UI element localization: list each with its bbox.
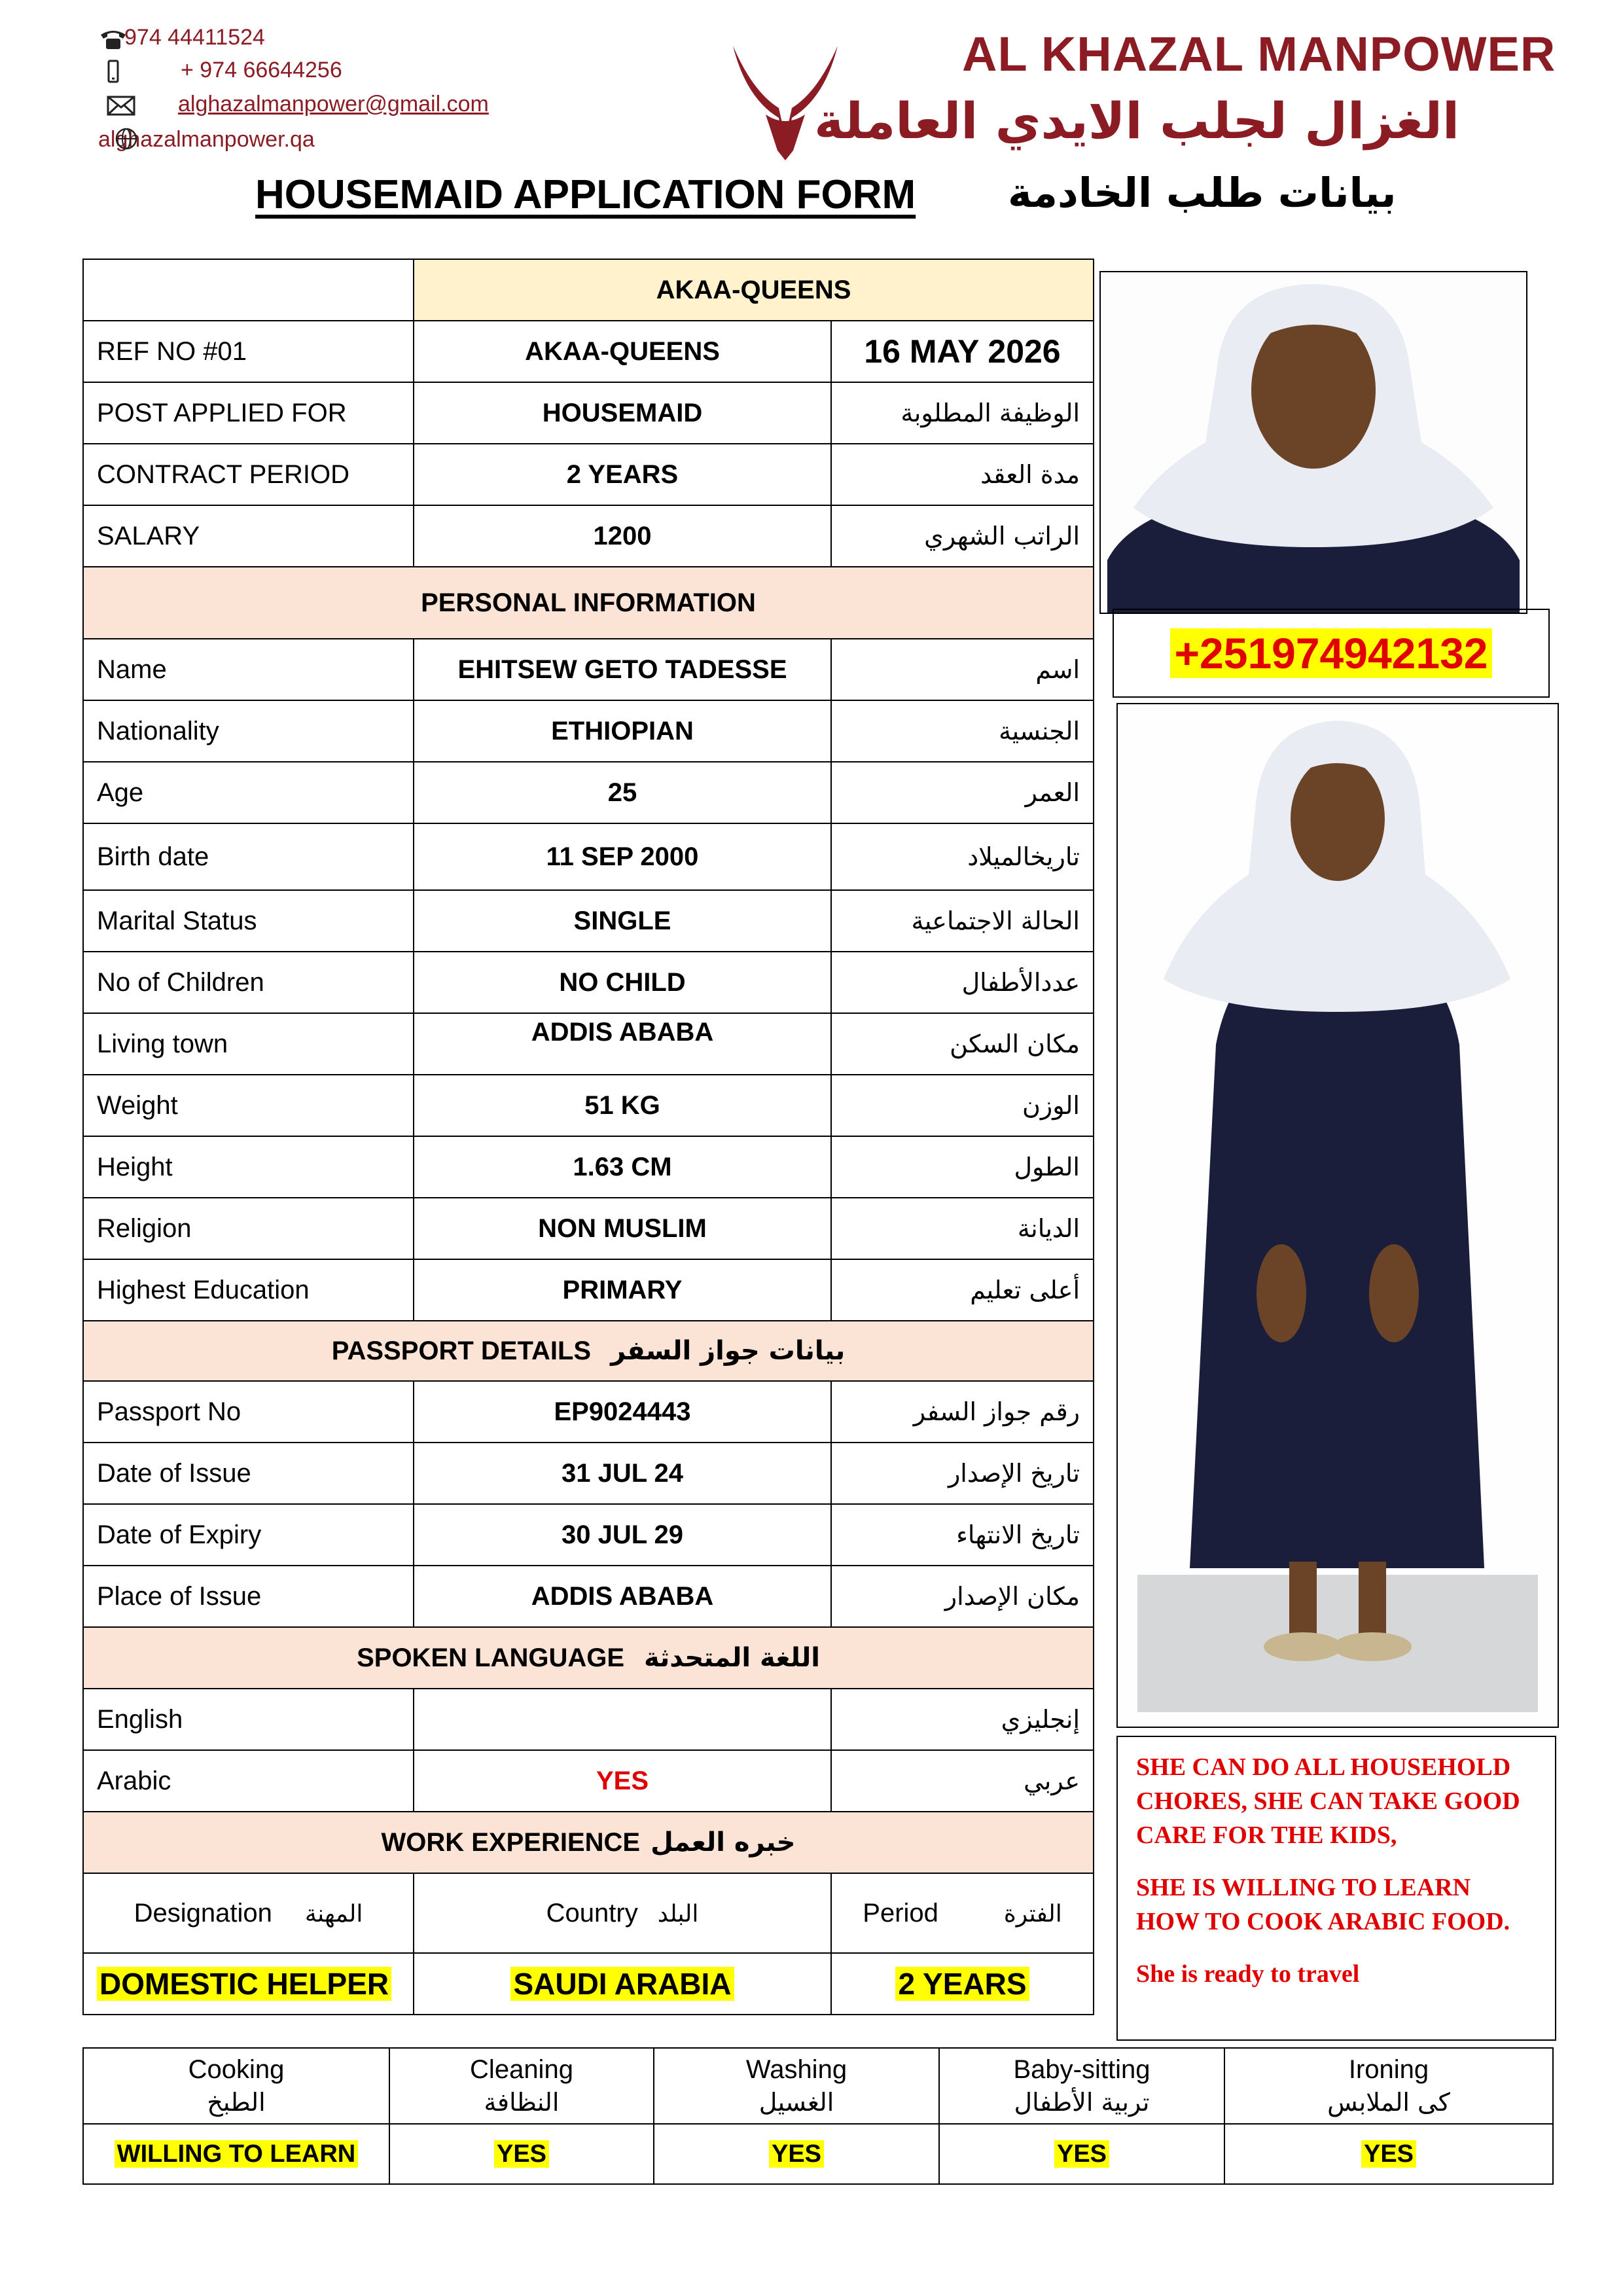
row-value: 51 KG <box>414 1075 831 1136</box>
skill-name: Cooking <box>188 2055 285 2084</box>
exp-period: 2 YEARS <box>895 1967 1029 2001</box>
row-label-arabic: الوظيفة المطلوبة <box>831 382 1094 444</box>
language-header-ar: اللغة المتحدثة <box>644 1643 820 1673</box>
skill-name-arabic: الطبخ <box>207 2088 266 2117</box>
row-value: YES <box>414 1750 831 1812</box>
row-label-arabic: الديانة <box>831 1198 1094 1259</box>
skill-value-cell <box>654 2124 939 2184</box>
form-title-arabic: بيانات طلب الخادمة <box>1008 169 1397 217</box>
row-value: 31 JUL 24 <box>414 1443 831 1504</box>
exp-designation-cell <box>83 1953 414 2015</box>
skill-value-cell <box>1224 2124 1553 2184</box>
exp-header-en: Period <box>863 1898 938 1928</box>
phone-number-box <box>1113 609 1550 698</box>
row-label-arabic: عربي <box>831 1750 1094 1812</box>
skill-value: YES <box>1054 2140 1109 2168</box>
skill-name-arabic: النظافة <box>484 2088 560 2117</box>
row-label-arabic: الراتب الشهري <box>831 505 1094 567</box>
form-date: 16 MAY 2026 <box>831 321 1094 382</box>
row-label-arabic: أعلى تعليم <box>831 1259 1094 1321</box>
form-title: HOUSEMAID APPLICATION FORM <box>255 172 916 217</box>
brand-name-english: AL KHAZAL MANPOWER <box>962 27 1556 81</box>
row-label: CONTRACT PERIOD <box>83 444 414 505</box>
note-text: She is ready to travel <box>1136 1960 1360 1988</box>
row-label-arabic: الحالة الاجتماعية <box>831 890 1094 952</box>
row-label: English <box>83 1689 414 1750</box>
row-label: POST APPLIED FOR <box>83 382 414 444</box>
skill-name: Washing <box>745 2055 847 2084</box>
full-body-photo <box>1116 703 1559 1728</box>
exp-header-designation <box>83 1873 414 1953</box>
notes-box <box>1116 1736 1556 2041</box>
row-value <box>414 1689 831 1750</box>
skill-header <box>83 2048 389 2124</box>
portrait-photo <box>1099 271 1527 614</box>
row-label: Birth date <box>83 823 414 890</box>
row-value: 1.63 CM <box>414 1136 831 1198</box>
language-header-en: SPOKEN LANGUAGE <box>357 1643 625 1672</box>
email-line <box>98 92 489 117</box>
phone-line-1 <box>98 25 265 50</box>
experience-header <box>83 1812 1094 1873</box>
skill-header <box>1224 2048 1553 2124</box>
note-text: SHE CAN DO ALL HOUSEHOLD CHORES, SHE CAN TAKE GOOD CARE FOR THE KIDS, <box>1136 1753 1520 1849</box>
experience-header-en: WORK EXPERIENCE <box>381 1828 641 1857</box>
row-label-arabic: الجنسية <box>831 700 1094 762</box>
row-label: Name <box>83 639 414 700</box>
skill-value-cell <box>83 2124 389 2184</box>
row-label: Date of Expiry <box>83 1504 414 1566</box>
personal-info-header: PERSONAL INFORMATION <box>83 567 1094 639</box>
skill-name: Cleaning <box>470 2055 573 2084</box>
experience-header-ar: خبره العمل <box>651 1827 796 1857</box>
row-value: 2 YEARS <box>414 444 831 505</box>
skill-name: Ironing <box>1348 2055 1429 2084</box>
row-label: Highest Education <box>83 1259 414 1321</box>
mobile-icon <box>98 60 128 83</box>
row-value: 30 JUL 29 <box>414 1504 831 1566</box>
row-value: NON MUSLIM <box>414 1198 831 1259</box>
row-label-arabic: العمر <box>831 762 1094 823</box>
exp-header-period <box>831 1873 1094 1953</box>
portrait-figure-icon <box>1101 272 1526 613</box>
row-label-arabic: مكان السكن <box>831 1013 1094 1075</box>
row-value: ADDIS ABABA <box>414 1013 831 1075</box>
top-blank-cell <box>83 259 414 321</box>
skill-name-arabic: کی الملابس <box>1327 2088 1450 2117</box>
skill-header <box>389 2048 654 2124</box>
row-label-arabic: تاريخ الإصدار <box>831 1443 1094 1504</box>
skill-value: YES <box>1361 2140 1416 2168</box>
row-value: PRIMARY <box>414 1259 831 1321</box>
envelope-icon <box>106 94 136 117</box>
ref-label: REF NO #01 <box>83 321 414 382</box>
row-label: Marital Status <box>83 890 414 952</box>
row-label: Passport No <box>83 1381 414 1443</box>
row-label: Weight <box>83 1075 414 1136</box>
language-header <box>83 1627 1094 1689</box>
row-label-arabic: تاريخالميلاد <box>831 823 1094 890</box>
exp-country: SAUDI ARABIA <box>510 1967 734 2001</box>
exp-header-ar: الفترة <box>1003 1900 1062 1928</box>
row-value: 11 SEP 2000 <box>414 823 831 890</box>
skill-header <box>939 2048 1224 2124</box>
row-label: Place of Issue <box>83 1566 414 1627</box>
passport-header <box>83 1321 1094 1381</box>
row-label-arabic: رقم جواز السفر <box>831 1381 1094 1443</box>
skills-table <box>82 2047 1554 2185</box>
website-text: alghazalmanpower.qa <box>98 127 315 152</box>
passport-header-ar: بيانات جواز السفر <box>611 1336 846 1366</box>
exp-header-country <box>414 1873 831 1953</box>
phone-number: +251974942132 <box>1170 628 1491 678</box>
skill-value-cell <box>939 2124 1224 2184</box>
website-line <box>98 127 315 152</box>
row-label: No of Children <box>83 952 414 1013</box>
standing-figure-icon <box>1118 704 1558 1727</box>
row-value: ETHIOPIAN <box>414 700 831 762</box>
row-value: EP9024443 <box>414 1381 831 1443</box>
exp-period-cell <box>831 1953 1094 2015</box>
phone1-text: 974 44411524 <box>124 25 265 50</box>
row-label-arabic: الوزن <box>831 1075 1094 1136</box>
phone-line-2 <box>98 58 342 83</box>
row-label: Living town <box>83 1013 414 1075</box>
skill-value: YES <box>769 2140 824 2168</box>
skill-value-cell <box>389 2124 654 2184</box>
row-value: HOUSEMAID <box>414 382 831 444</box>
row-label-arabic: اسم <box>831 639 1094 700</box>
agency-name: AKAA-QUEENS <box>414 259 1094 321</box>
row-value: 25 <box>414 762 831 823</box>
row-label: Age <box>83 762 414 823</box>
row-label: Height <box>83 1136 414 1198</box>
row-value: 1200 <box>414 505 831 567</box>
note-text: SHE IS WILLING TO LEARN HOW TO COOK ARABIC FOOD. <box>1136 1874 1510 1935</box>
row-label-arabic: تاريخ الانتهاء <box>831 1504 1094 1566</box>
row-label-arabic: الطول <box>831 1136 1094 1198</box>
row-label: Nationality <box>83 700 414 762</box>
row-label-arabic: عددالأطفال <box>831 952 1094 1013</box>
row-value: ADDIS ABABA <box>414 1566 831 1627</box>
row-label: Date of Issue <box>83 1443 414 1504</box>
row-value: SINGLE <box>414 890 831 952</box>
exp-designation: DOMESTIC HELPER <box>97 1967 391 2001</box>
row-label-arabic: مكان الإصدار <box>831 1566 1094 1627</box>
exp-country-cell <box>414 1953 831 2015</box>
email-link[interactable]: alghazalmanpower@gmail.com <box>178 92 489 117</box>
row-label: SALARY <box>83 505 414 567</box>
phone2-text: + 974 66644256 <box>181 58 342 82</box>
skill-name-arabic: الغسيل <box>758 2088 834 2117</box>
globe-icon <box>111 127 141 151</box>
passport-header-en: PASSPORT DETAILS <box>331 1336 592 1365</box>
exp-header-en: Designation <box>134 1898 272 1928</box>
exp-header-en: Country <box>546 1898 638 1928</box>
skill-value: YES <box>494 2140 549 2168</box>
row-label-arabic: مدة العقد <box>831 444 1094 505</box>
brand-name-arabic: الغزال لجلب الايدي العاملة <box>814 92 1459 150</box>
exp-header-ar: المهنة <box>304 1900 363 1928</box>
skill-header <box>654 2048 939 2124</box>
ref-value: AKAA-QUEENS <box>414 321 831 382</box>
exp-header-ar: البلد <box>657 1900 699 1928</box>
row-value: EHITSEW GETO TADESSE <box>414 639 831 700</box>
row-label: Religion <box>83 1198 414 1259</box>
skill-name-arabic: تربية الأطفال <box>1014 2088 1150 2117</box>
row-value: NO CHILD <box>414 952 831 1013</box>
application-table <box>82 259 1094 2015</box>
skill-value: WILLING TO LEARN <box>115 2140 359 2168</box>
row-label-arabic: إنجليزي <box>831 1689 1094 1750</box>
skill-name: Baby-sitting <box>1013 2055 1150 2084</box>
row-label: Arabic <box>83 1750 414 1812</box>
